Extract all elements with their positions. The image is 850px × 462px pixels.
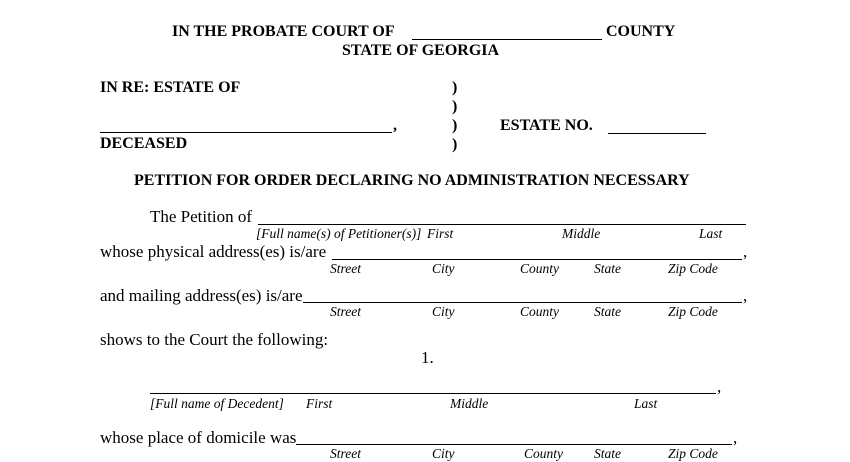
decedent-name-field[interactable] [100, 132, 392, 133]
mailing-sub-zip: Zip Code [668, 304, 718, 319]
mailing-address-comma: , [743, 286, 748, 305]
domicile-sub-city: City [432, 446, 455, 461]
domicile-field[interactable] [296, 444, 732, 445]
mailing-sub-county: County [520, 304, 559, 319]
caption-paren: ) [452, 117, 458, 134]
estate-no-field[interactable] [608, 133, 706, 134]
decedent-sub-last: Last [634, 396, 658, 411]
domicile-comma: , [733, 428, 738, 447]
document-title: PETITION FOR ORDER DECLARING NO ADMINISTRATION NECESSARY [134, 172, 690, 189]
domicile-sub-street: Street [330, 446, 361, 461]
physical-sub-city: City [432, 261, 455, 276]
county-label: COUNTY [606, 23, 676, 40]
physical-sub-street: Street [330, 261, 361, 276]
caption-paren: ) [452, 79, 458, 96]
mailing-sub-city: City [432, 304, 455, 319]
county-name-field[interactable] [412, 39, 602, 40]
mailing-sub-street: Street [330, 304, 361, 319]
physical-address-comma: , [743, 242, 748, 261]
mailing-sub-state: State [594, 304, 621, 319]
physical-sub-county: County [520, 261, 559, 276]
mailing-address-label: and mailing address(es) is/are [100, 286, 303, 305]
estate-no-label: ESTATE NO. [500, 117, 593, 134]
physical-sub-state: State [594, 261, 621, 276]
decedent-full-name-field[interactable] [150, 393, 716, 394]
section-number: 1. [421, 348, 434, 367]
state-heading: STATE OF GEORGIA [342, 42, 500, 59]
domicile-sub-county: County [524, 446, 563, 461]
petitioner-sub-first: First [427, 226, 454, 241]
in-re-label: IN RE: ESTATE OF [100, 79, 241, 96]
court-prefix: IN THE PROBATE COURT OF [172, 23, 395, 40]
petition-of-label: The Petition of [150, 207, 252, 226]
domicile-sub-zip: Zip Code [668, 446, 718, 461]
decedent-comma: , [717, 377, 722, 396]
domicile-sub-state: State [594, 446, 621, 461]
deceased-label: DECEASED [100, 135, 188, 152]
physical-address-field[interactable] [332, 259, 742, 260]
caption-paren: ) [452, 136, 458, 153]
decedent-sub-first: First [306, 396, 333, 411]
petitioner-name-field[interactable] [258, 224, 746, 225]
caption-paren: ) [452, 98, 458, 115]
physical-address-label: whose physical address(es) is/are [100, 242, 327, 261]
shows-label: shows to the Court the following: [100, 330, 329, 349]
mailing-address-field[interactable] [303, 302, 742, 303]
petitioner-sub-middle: Middle [562, 226, 601, 241]
petitioner-sub-full: [Full name(s) of Petitioner(s)] [256, 226, 422, 241]
physical-sub-zip: Zip Code [668, 261, 718, 276]
petitioner-sub-last: Last [699, 226, 723, 241]
domicile-label: whose place of domicile was [100, 428, 297, 447]
decedent-sub-middle: Middle [450, 396, 489, 411]
caption-comma: , [393, 117, 397, 134]
decedent-sub-full: [Full name of Decedent] [150, 396, 284, 411]
